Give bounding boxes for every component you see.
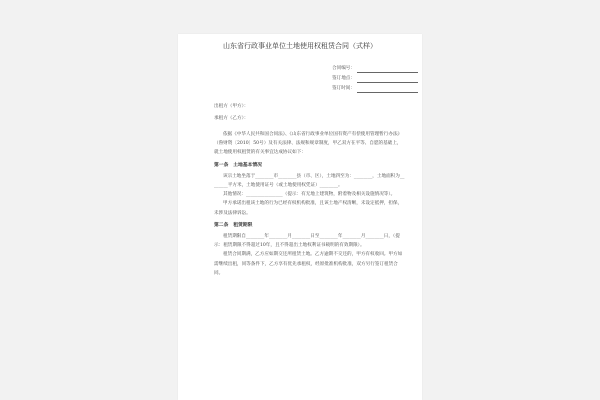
section-heading-1: 第一条 土地基本情况	[214, 161, 262, 168]
fill-in-line	[357, 66, 418, 73]
meta-label: 合同编号：	[332, 66, 355, 71]
contract-meta	[332, 64, 418, 94]
lessee-line: 承租方（乙方）：	[214, 116, 249, 121]
fill-in-line	[357, 86, 418, 93]
section-1-paragraph-2: 其他情况：________________（提示：有无地上建筑物，附着物及相关设施情况等）。	[223, 192, 396, 198]
preamble-paragraph: 依据《中华人民共和国合同法》、《山东省行政事业单位国有资产有偿使用管理暂行办法》（鲁财资〔2010〕50号）及有关法律、法规和规章制度，甲乙双方在平等、自愿的基础上，就土地使用权租赁的有关事宜达成协议如下：	[214, 132, 403, 156]
contract-page	[178, 34, 422, 400]
meta-label: 签订地点：	[332, 76, 355, 81]
meta-sign-place	[332, 74, 418, 84]
section-2-paragraph-2: 租赁合同期满，乙方应如期交还所租赁土地。乙方逾期不交还的，甲方有权收回。甲方如需继续出租，同等条件下，乙方享有优先承租权，经原批准机构批准，双方另行签订租赁合同。	[214, 252, 403, 276]
meta-sign-time	[332, 84, 418, 94]
contract-body	[214, 130, 406, 278]
section-1-paragraph-1: 该宗土地坐落于________市________县（市、区），土地四至为：________，土地面积为________平方米，土地使用证号（或土地使用权凭证）________。	[214, 173, 405, 189]
section-heading-2: 第二条 租赁期限	[214, 221, 253, 228]
lessor-line: 出租方（甲方）：	[214, 104, 249, 109]
document-title: 山东省行政事业单位土地使用权租赁合同（式样）	[223, 42, 377, 50]
section-2-paragraph-1: 租赁期限自________年________月________日至________年________月________日，（提示：租赁期限不得超过10年，且不得超出土地权利证书载明的有效期限）。	[214, 234, 400, 249]
meta-contract-number	[332, 64, 418, 74]
parties-block	[214, 104, 248, 128]
fill-in-line	[357, 76, 418, 83]
section-1-paragraph-3: 甲方承诺出租该土地的行为已经有权机构批准，且该土地产权清晰，未设定抵押，担保，未涉及法律诉讼。	[214, 201, 403, 216]
meta-label: 签订时间：	[332, 86, 355, 91]
